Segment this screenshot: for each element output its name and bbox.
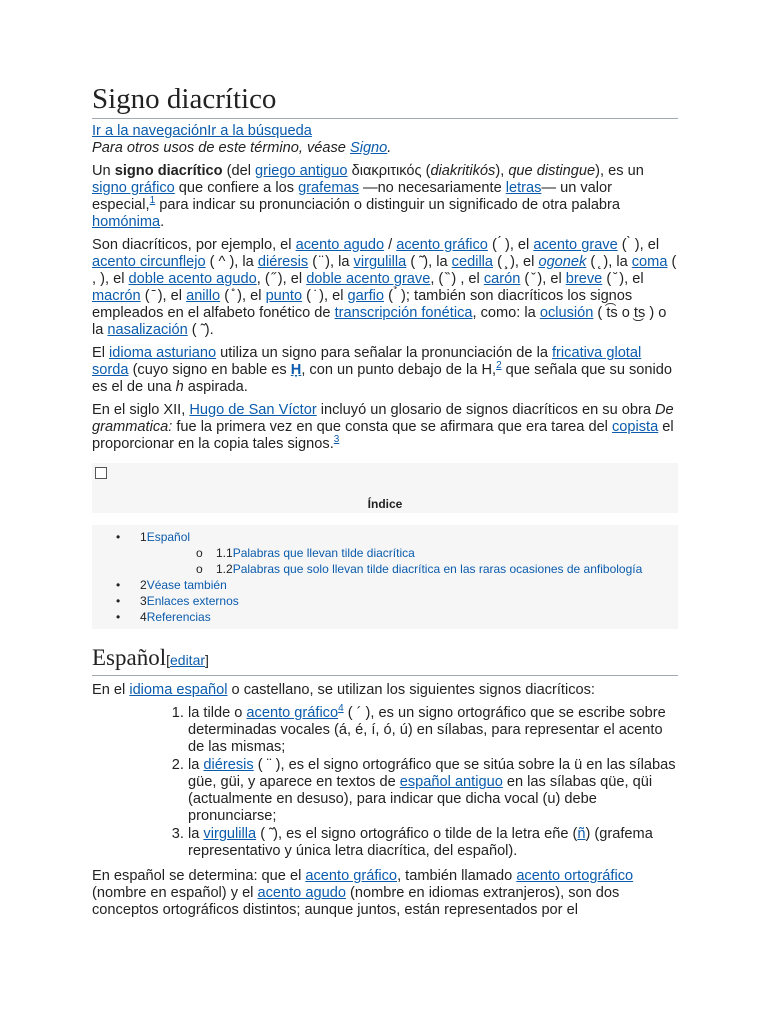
link-virgulilla-2[interactable]: virgulilla xyxy=(203,826,257,842)
link-doble-acento-agudo[interactable]: doble acento agudo xyxy=(128,271,257,287)
toc-list xyxy=(92,525,678,629)
link-doble-acento-grave[interactable]: doble acento grave xyxy=(306,271,431,287)
link-acento-grafico-3[interactable]: acento gráfico xyxy=(305,868,398,884)
link-griego-antiguo[interactable]: griego antiguo xyxy=(255,163,348,179)
jump-links xyxy=(92,123,678,140)
list-item: 2. la diéresis ( ¨ ), es el signo ortográfico que se sitúa sobre la ü en las sílabas güe, güi, y aparece en textos de español antiguo en las sílabas qüe, qüi (actualmente en desuso), para indicar que dicha vocal (u) debe pronunciarse; xyxy=(188,757,678,825)
link-transcripcion-fonetica[interactable]: transcripción fonética xyxy=(334,305,473,321)
page-title: Signo diacrítico xyxy=(92,82,678,119)
toc-item[interactable]: • 2Véase también xyxy=(116,578,227,592)
link-caron[interactable]: carón xyxy=(483,271,521,287)
toc-item[interactable]: • 4Referencias xyxy=(116,610,211,624)
accent-concepts-paragraph: En español se determina: que el acento gráfico, también llamado acento ortográfico (nombre en español) y el acento agudo (nombre en idiomas extranjeros), son dos conceptos ortográficos distintos; aunque juntos, están representados por el xyxy=(92,868,634,918)
toc-link-enlaces-externos[interactable]: Enlaces externos xyxy=(146,594,239,608)
bullet-icon: • xyxy=(116,610,121,624)
link-breve[interactable]: breve xyxy=(565,271,603,287)
link-anillo[interactable]: anillo xyxy=(186,288,221,304)
bullet-icon: • xyxy=(116,578,121,592)
link-acento-grave[interactable]: acento grave xyxy=(533,237,618,253)
link-acento-circunflejo[interactable]: acento circunflejo xyxy=(92,254,206,270)
bullet-icon: • xyxy=(116,530,121,544)
link-letras[interactable]: letras xyxy=(505,180,542,196)
circle-bullet-icon: o xyxy=(196,546,203,560)
link-idioma-espanol[interactable]: idioma español xyxy=(129,682,228,698)
link-h-dot[interactable]: Ḥ xyxy=(290,362,302,378)
bullet-icon: • xyxy=(116,594,121,608)
link-nasalizacion[interactable]: nasalización xyxy=(107,322,188,338)
hatnote-link-signo[interactable]: Signo xyxy=(349,140,388,156)
circle-bullet-icon: o xyxy=(196,562,203,576)
toc-link-anfibologia[interactable]: Palabras que solo llevan tilde diacrítica en las raras ocasiones de anfibología xyxy=(232,562,643,576)
diacritics-list xyxy=(92,705,678,860)
link-garfio[interactable]: garfio xyxy=(347,288,385,304)
link-hugo-de-san-victor[interactable]: Hugo de San Víctor xyxy=(189,402,317,418)
list-item: 1. la tilde o acento gráfico$^4$ ( ´ ), es un signo ortográfico que se escribe sobre determinadas vocales (á, é, í, ó, ú) en sílabas, para representar el acento de las mismas; xyxy=(188,705,678,756)
link-acento-agudo-2[interactable]: acento agudo xyxy=(257,885,346,901)
link-signo-grafico[interactable]: signo gráfico xyxy=(92,180,175,196)
link-punto[interactable]: punto xyxy=(265,288,303,304)
edit-section-link[interactable]: editar xyxy=(170,652,206,668)
link-ogonek[interactable]: ogonek xyxy=(538,254,587,270)
list-item: 3. la virgulilla ( ̃ ), es el signo ortográfico o tilde de la letra eñe (ñ) (grafema representativo y única letra diacrítica, del español). xyxy=(188,826,678,860)
toc-item[interactable]: • 1Español xyxy=(116,530,191,544)
toc-toggle-checkbox[interactable] xyxy=(95,467,107,479)
spanish-intro-paragraph: En el idioma español o castellano, se utilizan los siguientes signos diacríticos: xyxy=(92,682,595,698)
toc-link-espanol[interactable]: Español xyxy=(146,530,191,544)
link-fricativa-glotal-sorda[interactable]: fricativa glotal sorda xyxy=(92,345,642,378)
jump-to-search-link[interactable]: Ir a la búsqueda xyxy=(207,123,312,139)
ref-1[interactable]: 1 xyxy=(149,195,156,207)
ref-4[interactable]: 4 xyxy=(338,703,344,715)
link-copista[interactable]: copista xyxy=(611,419,659,435)
link-cedilla[interactable]: cedilla xyxy=(451,254,494,270)
hatnote: Para otros usos de este término, véase Signo. xyxy=(92,140,392,156)
link-acento-grafico[interactable]: acento gráfico xyxy=(396,237,488,253)
toc-header xyxy=(92,463,678,513)
link-homonima[interactable]: homónima xyxy=(92,214,161,230)
link-acento-grafico-2[interactable]: acento gráfico xyxy=(246,705,339,721)
section-heading-espanol: Español[editar] xyxy=(92,643,678,676)
toc-item[interactable]: o 1.1Palabras que llevan tilde diacrítica xyxy=(196,546,415,560)
link-idioma-asturiano[interactable]: idioma asturiano xyxy=(109,345,217,361)
link-espanol-antiguo[interactable]: español antiguo xyxy=(399,774,503,790)
link-coma[interactable]: coma xyxy=(631,254,668,270)
link-dieresis[interactable]: diéresis xyxy=(257,254,309,270)
link-acento-ortografico[interactable]: acento ortográfico xyxy=(516,868,634,884)
toc-title: Índice xyxy=(367,497,403,511)
toc-item[interactable]: • 3Enlaces externos xyxy=(116,594,239,608)
link-oclusion[interactable]: oclusión xyxy=(539,305,594,321)
link-macron[interactable]: macrón xyxy=(92,288,141,304)
link-virgulilla[interactable]: virgulilla xyxy=(353,254,407,270)
link-dieresis-2[interactable]: diéresis xyxy=(203,757,254,773)
ref-2[interactable]: 2 xyxy=(496,360,502,372)
intro-paragraph: Un signo diacrítico (del griego antiguo διακριτικός (diakritikós), que distingue), es un signo gráfico que confiere a los grafemas —no necesariamente letras— un valor especial,$^1$ para indicar su pronunciación o distinguir un significado de otra palabra homónima. xyxy=(92,163,644,230)
toc-item[interactable]: o 1.2Palabras que solo llevan tilde diacrítica en las raras ocasiones de anfibología xyxy=(196,562,643,576)
article xyxy=(92,82,678,925)
history-paragraph: En el siglo XII, Hugo de San Víctor incluyó un glosario de signos diacríticos en su obra De grammatica: fue la primera vez en que consta que se afirmara que era tarea del copista el proporcionar en la copia tales signos.$^3$ xyxy=(92,402,674,452)
link-enie[interactable]: ñ xyxy=(577,826,586,842)
toc-link-palabras-tilde[interactable]: Palabras que llevan tilde diacrítica xyxy=(232,546,415,560)
asturian-paragraph: El idioma asturiano utiliza un signo para señalar la pronunciación de la fricativa glotal sorda (cuyo signo en bable es Ḥ, con un punto debajo de la H,$^2$ que señala que su sonido es el de una h aspirada. xyxy=(92,345,673,395)
toc-link-referencias[interactable]: Referencias xyxy=(146,610,211,624)
jump-to-navigation-link[interactable]: Ir a la navegación xyxy=(92,123,208,139)
link-grafemas[interactable]: grafemas xyxy=(298,180,359,196)
ref-3[interactable]: 3 xyxy=(333,434,340,446)
link-acento-agudo[interactable]: acento agudo xyxy=(295,237,385,253)
diacritics-examples-paragraph: Son diacríticos, por ejemplo, el acento agudo / acento gráfico ( ́ ), el acento grave ( ̀ ), el acento circunflejo ( ^ ), la diéresis ( ̈ ), la virgulilla ( ̃ ), la cedilla ( ̧ ), el ogonek ( ̨ ), la coma ( , ), el doble acento agudo, ( ̋ ), el doble acento grave, ( ̏ ) , el carón ( ̌ ), el breve ( ̆ ), el macrón ( ̄ ), el anillo ( ̊ ), el punto ( ̇ ), el garfio ( ̉ ); también son diacríticos los signos empleados en el alfabeto fonético de transcripción fonética, como: la oclusión ( t͡s o t͜s ) o la nasalización ( ̃ ). xyxy=(92,237,677,338)
toc-link-vease-tambien[interactable]: Véase también xyxy=(146,578,227,592)
